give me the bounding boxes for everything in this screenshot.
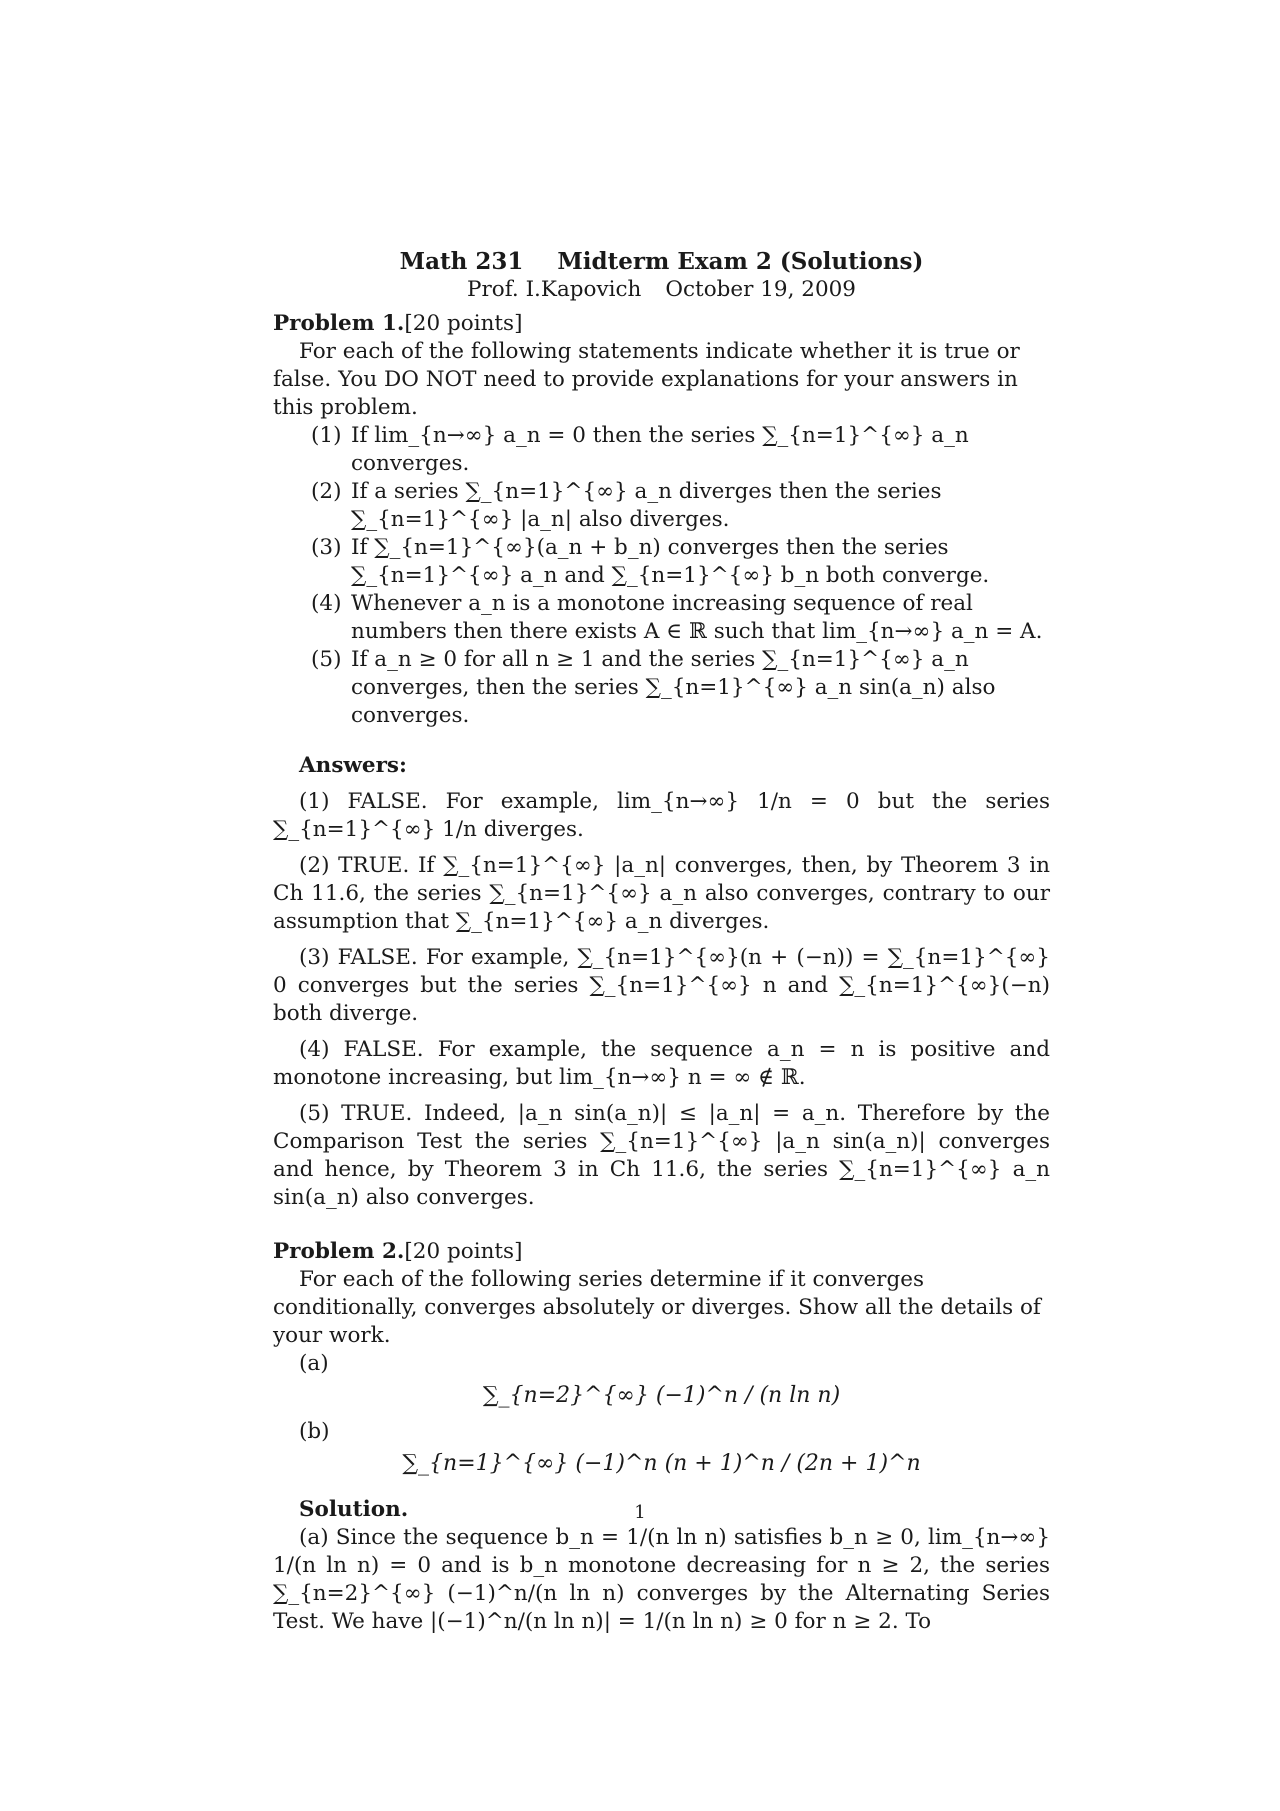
problem2-heading — [273, 1238, 1050, 1266]
statement-item — [311, 646, 1050, 730]
problem2-points: [20 points] — [404, 1239, 523, 1264]
statement-item — [311, 590, 1050, 646]
statement-number: (4) — [311, 591, 342, 616]
exam-date: October 19, 2009 — [665, 277, 856, 302]
statement-text: If lim_{n→∞} a_n = 0 then the series ∑_{n=1}^{∞} a_n converges. — [351, 423, 969, 476]
exam-title: Midterm Exam 2 (Solutions) — [557, 248, 924, 275]
part-b-formula: ∑_{n=1}^{∞} (−1)^n (n + 1)^n / (2n + 1)^n — [402, 1451, 921, 1476]
answers-heading: Answers: — [299, 753, 407, 778]
statement-text: If a series ∑_{n=1}^{∞} a_n diverges then the series ∑_{n=1}^{∞} |a_n| also diverges. — [351, 479, 942, 532]
part-a-label: (a) — [299, 1351, 329, 1376]
statement-number: (1) — [311, 423, 342, 448]
statement-text: If ∑_{n=1}^{∞}(a_n + b_n) converges then the series ∑_{n=1}^{∞} a_n and ∑_{n=1}^{∞} b_n both converge. — [351, 535, 990, 588]
part-a-formula: ∑_{n=2}^{∞} (−1)^n / (n ln n) — [482, 1383, 841, 1408]
problem1-intro: For each of the following statements indicate whether it is true or false. You DO NOT need to provide explanations for your answers in this problem. — [273, 339, 1020, 420]
problem1-points: [20 points] — [404, 311, 523, 336]
page-subtitle — [273, 276, 1050, 304]
course-name: Math 231 — [399, 248, 524, 275]
problem2-label: Problem 2. — [273, 1239, 405, 1264]
statement-item — [311, 534, 1050, 590]
answer-3: (3) FALSE. For example, ∑_{n=1}^{∞}(n + (−n)) = ∑_{n=1}^{∞} 0 converges but the series ∑_{n=1}^{∞} n and ∑_{n=1}^{∞}(−n) both diverge. — [273, 945, 1050, 1026]
solution-text: (a) Since the sequence b_n = 1/(n ln n) satisfies b_n ≥ 0, lim_{n→∞} 1/(n ln n) = 0 and is b_n monotone decreasing for n ≥ 2, the series ∑_{n=2}^{∞} (−1)^n/(n ln n) converges by the Alternating Series Test. We have |(−1)^n/(n ln n)| = 1/(n ln n) ≥ 0 for n ≥ 2. To — [273, 1525, 1050, 1634]
statement-text: If a_n ≥ 0 for all n ≥ 1 and the series ∑_{n=1}^{∞} a_n converges, then the series ∑_{n=1}^{∞} a_n sin(a_n) also converges. — [351, 647, 996, 728]
problem2-intro: For each of the following series determine if it converges conditionally, converges absolutely or diverges. Show all the details of your work. — [273, 1267, 1041, 1348]
statement-number: (5) — [311, 647, 342, 672]
page-number: 1 — [634, 1502, 646, 1523]
answer-5: (5) TRUE. Indeed, |a_n sin(a_n)| ≤ |a_n| = a_n. Therefore by the Comparison Test the series ∑_{n=1}^{∞} |a_n sin(a_n)| converges and hence, by Theorem 3 in Ch 11.6, the series ∑_{n=1}^{∞} a_n sin(a_n) also converges. — [273, 1101, 1050, 1210]
problem1-statements — [273, 422, 1050, 730]
statement-item — [311, 422, 1050, 478]
page-title — [273, 248, 1050, 276]
answer-2: (2) TRUE. If ∑_{n=1}^{∞} |a_n| converges, then, by Theorem 3 in Ch 11.6, the series ∑_{n=1}^{∞} a_n also converges, contrary to our assumption that ∑_{n=1}^{∞} a_n diverges. — [273, 853, 1050, 934]
statement-item — [311, 478, 1050, 534]
professor-name: Prof. I.Kapovich — [467, 277, 642, 302]
statement-number: (2) — [311, 479, 342, 504]
solution-heading: Solution. — [299, 1497, 409, 1522]
statement-text: Whenever a_n is a monotone increasing sequence of real numbers then there exists A ∈ ℝ such that lim_{n→∞} a_n = A. — [351, 591, 1043, 644]
statement-number: (3) — [311, 535, 342, 560]
problem1-heading — [273, 310, 1050, 338]
answer-4: (4) FALSE. For example, the sequence a_n = n is positive and monotone increasing, but lim_{n→∞} n = ∞ ∉ ℝ. — [273, 1037, 1050, 1090]
part-b-label: (b) — [299, 1419, 330, 1444]
page-content — [273, 248, 1050, 1636]
answer-1: (1) FALSE. For example, lim_{n→∞} 1/n = 0 but the series ∑_{n=1}^{∞} 1/n diverges. — [273, 789, 1050, 842]
problem1-label: Problem 1. — [273, 311, 405, 336]
